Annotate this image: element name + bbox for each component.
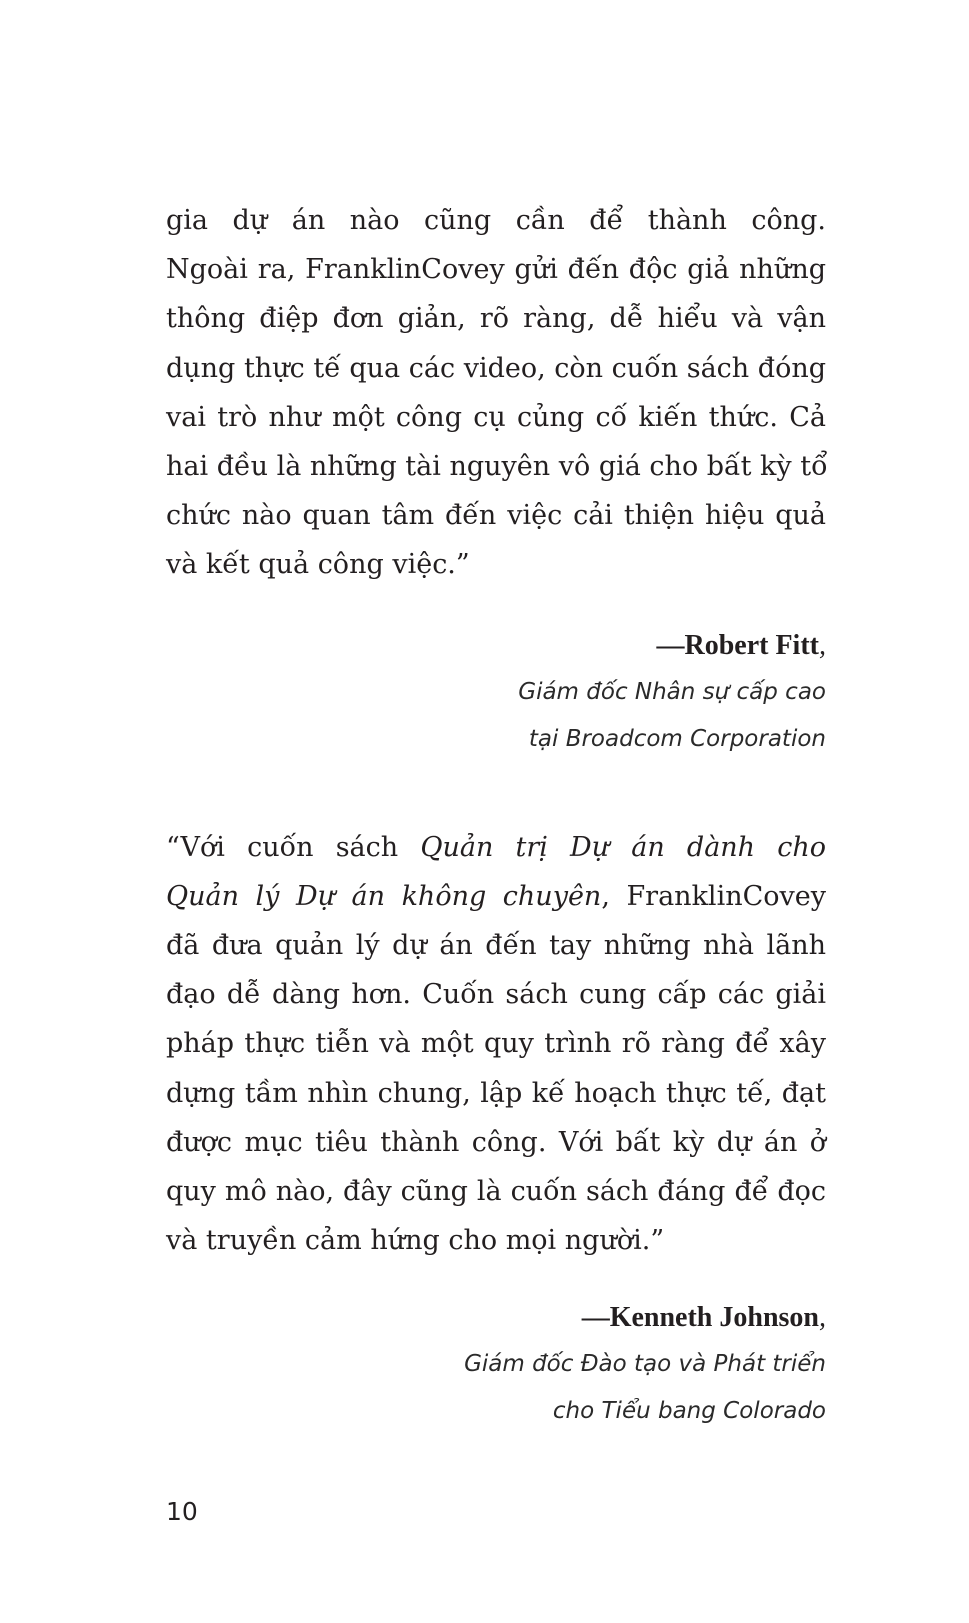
quote-line: dụng thực tế qua các video, còn cuốn sách đóng [166, 352, 826, 384]
quote-line: Ngoài ra, FranklinCovey gửi đến độc giả những [166, 254, 826, 286]
quote-line: quy mô nào, đây cũng là cuốn sách đáng để đọc [166, 1176, 826, 1208]
author-comma: , [819, 629, 826, 661]
author-role: Giám đốc Nhân sự cấp cao [518, 678, 826, 705]
book-title-italic: Quản lý Dự án không chuyên [166, 880, 602, 912]
author-role: cho Tiểu bang Colorado [552, 1398, 826, 1425]
author-role: tại Broadcom Corporation [528, 725, 826, 752]
quote-line: hai đều là những tài nguyên vô giá cho bất kỳ tổ [166, 451, 828, 483]
quote-line [166, 872, 826, 921]
author-name-text: —Robert Fitt [656, 629, 819, 661]
author-name [166, 1295, 826, 1341]
quote-line: dựng tầm nhìn chung, lập kế hoạch thực tế, đạt [166, 1077, 826, 1109]
testimonial-attribution-2 [166, 1295, 826, 1435]
quote-text: “Với cuốn sách [166, 831, 421, 863]
quote-line: vai trò như một công cụ củng cố kiến thức. Cả [166, 401, 826, 433]
author-role: Giám đốc Đào tạo và Phát triển [464, 1351, 826, 1378]
quote-line: và kết quả công việc.” [166, 549, 470, 581]
quote-line: được mục tiêu thành công. Với bất kỳ dự án ở [166, 1126, 826, 1158]
quote-line [166, 823, 826, 872]
testimonial-quote-1 [166, 196, 826, 590]
quote-line: chức nào quan tâm đến việc cải thiện hiệu quả [166, 500, 826, 532]
quote-line: và truyền cảm hứng cho mọi người.” [166, 1225, 665, 1257]
quote-line: pháp thực tiễn và một quy trình rõ ràng để xây [166, 1028, 826, 1060]
book-title-italic: Quản trị Dự án dành cho [420, 831, 827, 863]
quote-line: gia dự án nào cũng cần để thành công. [166, 205, 826, 236]
testimonial-quote-2 [166, 823, 826, 1266]
author-name [166, 623, 826, 669]
author-name-text: —Kenneth Johnson [581, 1302, 819, 1334]
quote-text: , FranklinCovey [601, 880, 826, 912]
testimonial-attribution-1 [166, 623, 826, 763]
quote-line: đã đưa quản lý dự án đến tay những nhà lãnh [166, 930, 826, 962]
quote-line: đạo dễ dàng hơn. Cuốn sách cung cấp các giải [166, 979, 826, 1011]
quote-line: thông điệp đơn giản, rõ ràng, dễ hiểu và vận [166, 303, 826, 335]
page-number: 10 [166, 1497, 198, 1526]
book-page [166, 196, 826, 1435]
author-comma: , [819, 1302, 826, 1334]
